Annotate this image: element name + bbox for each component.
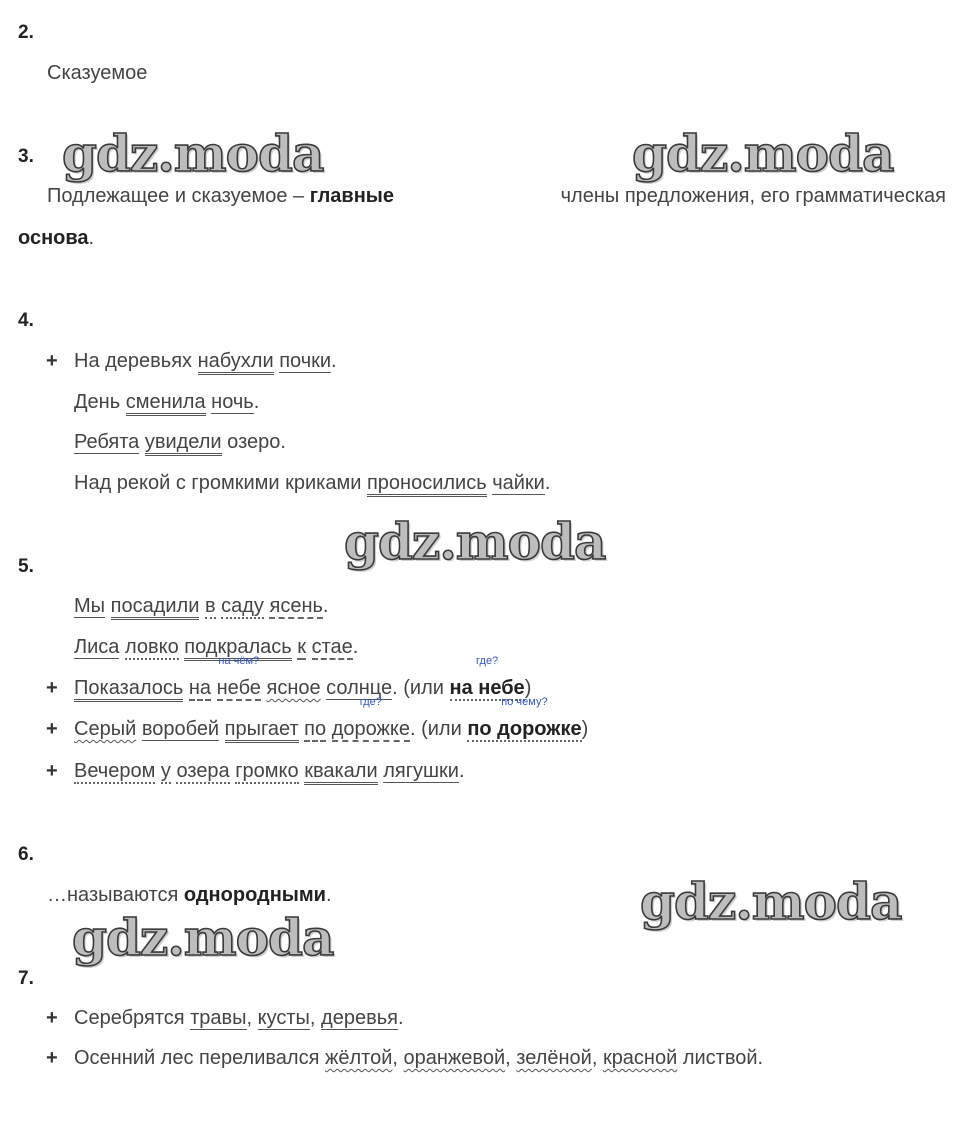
object: небе на чём? xyxy=(216,655,261,699)
adverbial: озера xyxy=(176,760,230,782)
sentence-4-4: Над рекой с громкими криками проносились чайки. xyxy=(74,472,550,497)
sentence-4-3 xyxy=(74,431,286,456)
plus-mark: + xyxy=(46,718,58,740)
sentence-5-3: Показалось на небе на чём? ясное солнце. (или на небе где? ) xyxy=(74,677,531,702)
object: дорожке где? xyxy=(331,696,410,740)
text: Подлежащее и сказуемое – xyxy=(47,185,310,207)
subject: Ребята xyxy=(74,431,140,453)
attribute: оранжевой xyxy=(403,1047,506,1069)
sentence-5-1: Мы посадили в саду ясень. xyxy=(74,595,328,620)
predicate: сменила xyxy=(126,392,206,416)
text: озеро. xyxy=(221,431,286,453)
attribute: зелёной xyxy=(516,1047,592,1069)
watermark-logo: gdz.moda xyxy=(62,124,324,183)
adverbial: по дорожке по чему? xyxy=(467,696,582,740)
predicate: Показалось xyxy=(74,678,183,702)
predicate: проносились xyxy=(367,473,487,497)
predicate: посадили xyxy=(111,596,200,620)
answer-3-line-1 xyxy=(47,185,946,208)
sentence-5-5: Вечером у озера громко квакали лягушки. xyxy=(74,760,465,785)
task-number-5: 5. xyxy=(18,556,34,577)
task-number-3: 3. xyxy=(18,146,34,167)
text: …называются xyxy=(47,884,184,906)
watermark-logo: gdz.moda xyxy=(640,872,902,931)
text: Осенний лес переливался xyxy=(74,1047,325,1069)
object: стае xyxy=(311,636,353,658)
text: Серебрятся xyxy=(74,1007,191,1029)
task-number-2: 2. xyxy=(18,22,34,43)
text: День xyxy=(74,391,126,413)
subject: травы xyxy=(190,1007,247,1029)
watermark-logo: gdz.moda xyxy=(632,124,894,183)
adverbial: саду xyxy=(221,595,264,617)
question-label: где? xyxy=(359,696,382,708)
predicate: подкралась xyxy=(184,637,291,661)
watermark-logo: gdz.moda xyxy=(72,908,334,967)
subject: почки xyxy=(279,350,332,372)
object: к xyxy=(297,636,307,658)
bold-term: главные xyxy=(309,185,394,207)
text: . xyxy=(88,227,95,249)
predicate: увидели xyxy=(145,432,222,456)
answer-6 xyxy=(47,884,332,907)
sentence-7-1: Серебрятся травы, кусты, деревья. xyxy=(74,1007,404,1029)
sentence-4-1: На деревьях набухли почки. xyxy=(74,350,337,375)
subject: Мы xyxy=(74,595,106,617)
task-number-4: 4. xyxy=(18,310,34,331)
adverbial: Вечером xyxy=(74,760,156,782)
text: члены предложения, его грамматическая xyxy=(555,185,946,207)
subject: солнце xyxy=(326,677,393,699)
task-number-7: 7. xyxy=(18,968,34,989)
text: . xyxy=(325,884,332,906)
subject: лягушки xyxy=(383,760,459,782)
question-label: на чём? xyxy=(218,655,260,667)
predicate: прыгает xyxy=(225,719,299,743)
subject: кусты xyxy=(257,1007,310,1029)
predicate: квакали xyxy=(304,761,377,785)
answer-3-line-2 xyxy=(18,227,94,250)
adverbial: у xyxy=(160,760,171,782)
object: ясень xyxy=(269,595,323,617)
bold-term: однородными xyxy=(183,884,326,906)
sentence-7-2: Осенний лес переливался жёлтой, оранжевой, зелёной, красной листвой. xyxy=(74,1047,764,1069)
attribute: жёлтой xyxy=(324,1047,393,1069)
attribute: ясное xyxy=(266,677,321,699)
text: листвой. xyxy=(677,1047,764,1069)
plus-mark: + xyxy=(46,760,58,782)
plus-mark: + xyxy=(46,1007,58,1029)
attribute: красной xyxy=(602,1047,678,1069)
sentence-5-2: Лиса ловко подкралась к стае. xyxy=(74,636,358,661)
adverbial: громко xyxy=(235,760,299,782)
subject: деревья xyxy=(321,1007,398,1029)
task-number-6: 6. xyxy=(18,844,34,865)
question-label: где? xyxy=(476,655,499,667)
text: Над рекой с громкими криками xyxy=(74,472,367,494)
plus-mark: + xyxy=(46,1047,58,1069)
sentence-4-2: День сменила ночь. xyxy=(74,391,259,416)
adverbial: ловко xyxy=(124,636,179,658)
object: по xyxy=(304,718,327,740)
bold-term: основа xyxy=(18,227,89,249)
answer-2: Сказуемое xyxy=(47,62,148,84)
attribute: Серый xyxy=(74,718,137,740)
question-label: по чему? xyxy=(501,696,548,708)
watermark-logo: gdz.moda xyxy=(344,512,606,571)
subject: ночь xyxy=(211,391,254,413)
adverbial: в xyxy=(204,595,216,617)
adverbial: на небе где? xyxy=(449,655,525,699)
text: На деревьях xyxy=(74,350,198,372)
object: на xyxy=(188,677,212,699)
plus-mark: + xyxy=(46,677,58,699)
subject: воробей xyxy=(141,718,220,740)
subject: чайки xyxy=(492,472,545,494)
subject: Лиса xyxy=(74,636,120,658)
sentence-5-4: Серый воробей прыгает по дорожке где? . (или по дорожке по чему? ) xyxy=(74,718,588,743)
predicate: набухли xyxy=(198,351,274,375)
plus-mark: + xyxy=(46,350,58,372)
